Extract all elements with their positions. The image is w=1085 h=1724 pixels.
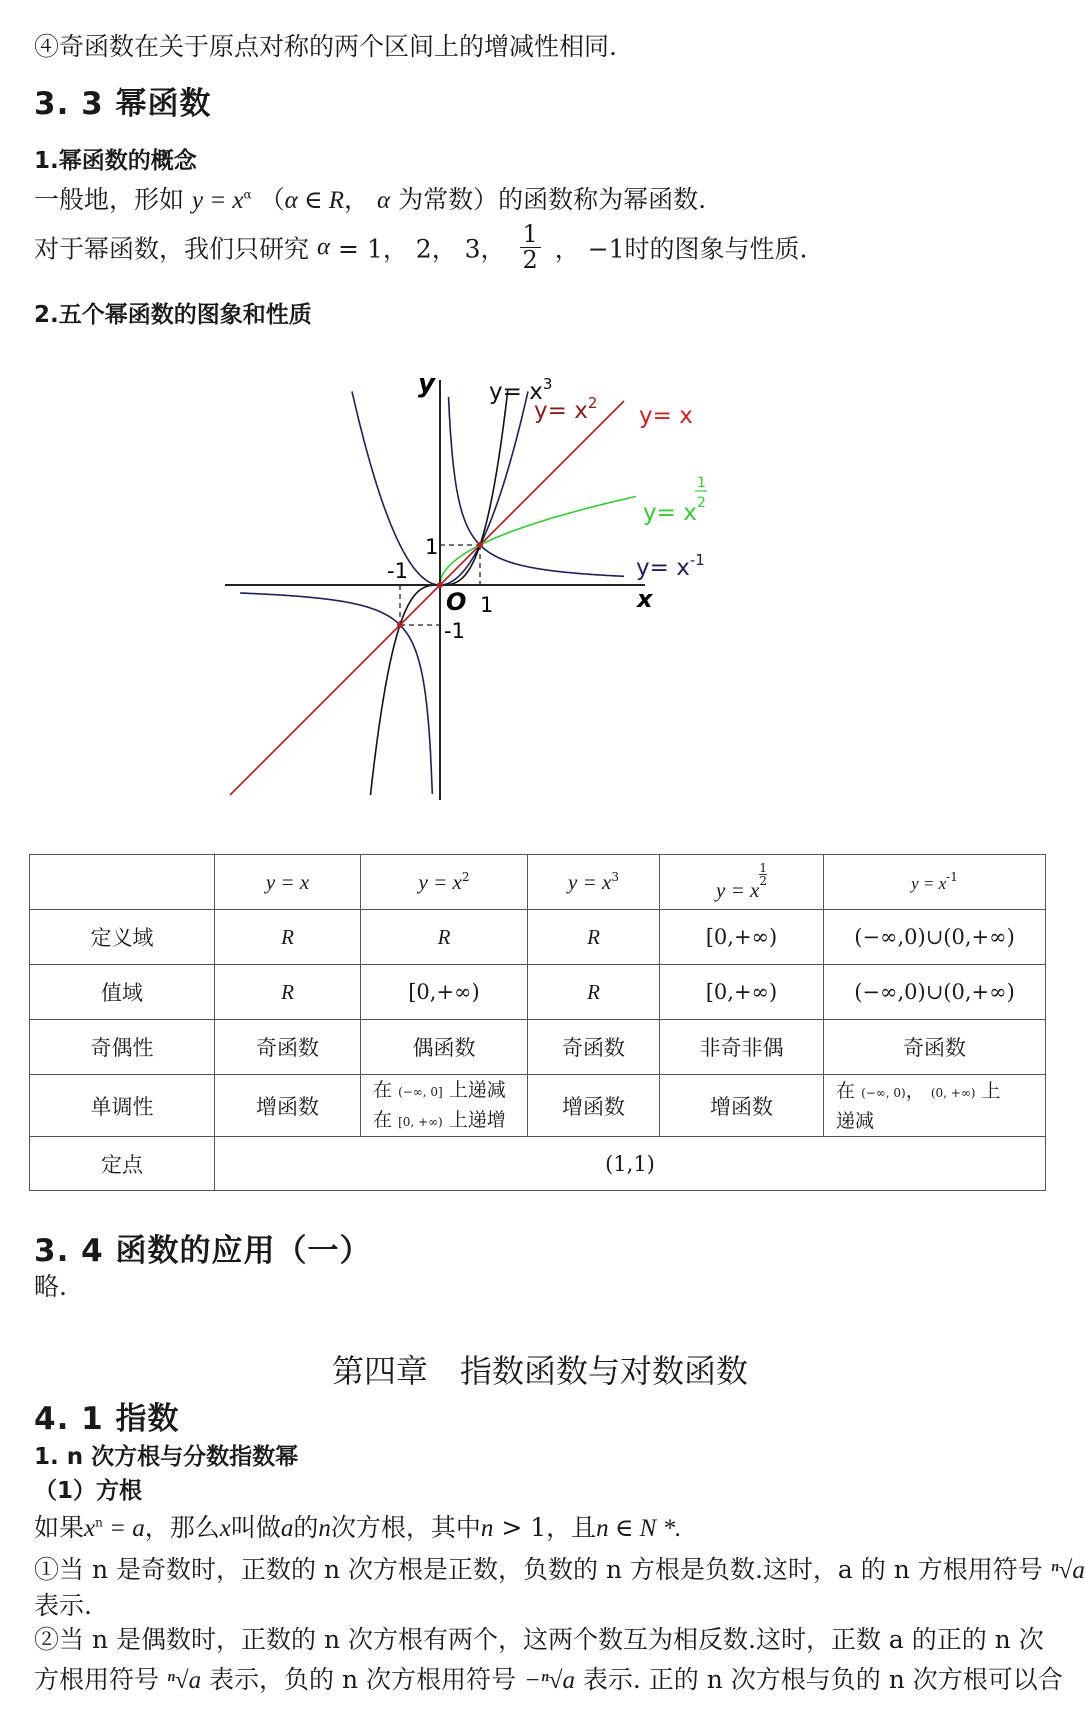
- subheading-graphs: 2.五个幂函数的图象和性质: [34, 302, 312, 328]
- odd-root-line-2: 表示.: [34, 1591, 92, 1620]
- root-definition-line: 如果$x^n = a$，那么x叫做a的n次方根，其中n > 1，且n ∈ N *.: [34, 1513, 682, 1542]
- even-root-line-2: 方根用符号 ⁿ√a 表示，负的 n 次方根用符号 −ⁿ√a 表示. 正的 n 次方根与负的 n 次方根可以合: [34, 1665, 1063, 1694]
- point-1-1: [477, 542, 483, 548]
- label-y-inv: $y= x^{-1}$: [636, 551, 705, 581]
- label-y-sqrt-den: 2: [697, 495, 706, 511]
- power-function-table: [29, 854, 1046, 1191]
- even-root-line: ②当 n 是偶数时，正数的 n 次方根有两个，这两个数互为相反数.这时，正数 a 的正的 n 次: [34, 1625, 1044, 1654]
- monotonicity-inv: 在 (−∞, 0)， (0, +∞) 上 递减: [824, 1075, 1046, 1137]
- table-cell: R: [528, 965, 660, 1020]
- point-origin: [437, 582, 443, 588]
- header-y-inv: $y = x^{-1}$: [824, 855, 1046, 910]
- subheading-nth-root: 1. n 次方根与分数指数幂: [34, 1444, 299, 1470]
- table-cell: (−∞,0)∪(0,+∞): [824, 965, 1046, 1020]
- table-row: [30, 965, 1046, 1020]
- header-y-sqrt: y = x $\frac{1}{2}$: [660, 855, 824, 910]
- odd-root-line: ①当 n 是奇数时，正数的 n 次方根是正数，负数的 n 方根是负数.这时，a 的 n 方根用符号 ⁿ√a: [34, 1555, 1085, 1584]
- curve-y-x: [230, 401, 624, 795]
- table-cell: [0,+∞): [660, 910, 824, 965]
- table-row: [30, 1020, 1046, 1075]
- table-cell: 增函数: [528, 1075, 660, 1137]
- point-m1-m1: [397, 622, 403, 628]
- label-y-sqrt-num: 1: [697, 475, 706, 491]
- table-cell: R: [215, 910, 361, 965]
- section-4-1-title: 4. 1 指数: [34, 1401, 180, 1437]
- tick-1-x: 1: [480, 593, 494, 617]
- section-3-3-title: 3. 3 幂函数: [34, 86, 212, 122]
- y-axis-label: y: [418, 369, 435, 399]
- subheading-concept: 1.幂函数的概念: [34, 148, 197, 174]
- power-function-definition: 一般地，形如 $y = x^\alpha$ （α ∈ R， α 为常数）的函数称为幂函数.: [34, 185, 707, 214]
- study-exponents-line: 对于幂函数，我们只研究 α = 1， 2， 3， $\frac{1}{2}$ ， −1时的图象与性质.: [34, 220, 808, 275]
- label-y-x3: $y= x^3$: [489, 375, 553, 405]
- table-cell: 增函数: [215, 1075, 361, 1137]
- label-y-x2: $y= x^2$: [534, 394, 598, 424]
- header-y-x3: $y = x^3$: [528, 855, 660, 910]
- row-label-monotonicity: 单调性: [30, 1075, 215, 1137]
- power-function-graph: [0, 0, 1080, 830]
- table-row: [30, 910, 1046, 965]
- table-cell: 非奇非偶: [660, 1020, 824, 1075]
- label-y-sqrt: y= x: [643, 500, 697, 526]
- row-label-range: 值域: [30, 965, 215, 1020]
- table-cell: 奇函数: [528, 1020, 660, 1075]
- table-cell: R: [215, 965, 361, 1020]
- label-y-x: y= x: [639, 403, 693, 429]
- header-y-x: y = x: [215, 855, 361, 910]
- table-cell: 奇函数: [215, 1020, 361, 1075]
- row-label-domain: 定义域: [30, 910, 215, 965]
- fraction-one-half: $\frac{1}{2}$: [520, 222, 541, 273]
- table-header-row: [30, 855, 1046, 910]
- chapter-4-title: 第四章 指数函数与对数函数: [331, 1352, 748, 1390]
- monotonicity-x2: 在 (−∞, 0] 上递减 在 [0, +∞) 上递增: [361, 1075, 528, 1137]
- table-cell: (−∞,0)∪(0,+∞): [824, 910, 1046, 965]
- table-row: [30, 1075, 1046, 1137]
- header-y-x2: $y = x^2$: [361, 855, 528, 910]
- origin-label: O: [446, 588, 467, 616]
- table-cell: R: [528, 910, 660, 965]
- x-axis-label: x: [637, 585, 653, 613]
- table-cell: [0,+∞): [660, 965, 824, 1020]
- section-3-4-title: 3. 4 函数的应用（一）: [34, 1233, 372, 1269]
- tick-m1-y: -1: [444, 619, 465, 643]
- table-cell: 增函数: [660, 1075, 824, 1137]
- table-cell: 偶函数: [361, 1020, 528, 1075]
- nth-root-symbol: ⁿ√a: [1050, 1557, 1085, 1584]
- curve-y-inv-left: [240, 593, 432, 794]
- row-label-fixed-point: 定点: [30, 1137, 215, 1191]
- table-cell: R: [361, 910, 528, 965]
- tick-m1-x: -1: [387, 559, 408, 583]
- table-corner: [30, 855, 215, 910]
- row-label-parity: 奇偶性: [30, 1020, 215, 1075]
- table-row: [30, 1137, 1046, 1191]
- fixed-point-value: (1,1): [215, 1137, 1046, 1191]
- section-3-4-body: 略.: [34, 1272, 67, 1301]
- subheading-root: （1）方根: [34, 1478, 143, 1504]
- table-cell: 奇函数: [824, 1020, 1046, 1075]
- tick-1-y: 1: [425, 535, 439, 559]
- table-cell: [0,+∞): [361, 965, 528, 1020]
- intro-line: ④奇函数在关于原点对称的两个区间上的增减性相同.: [34, 32, 617, 61]
- curve-y-sqrt: [440, 497, 636, 586]
